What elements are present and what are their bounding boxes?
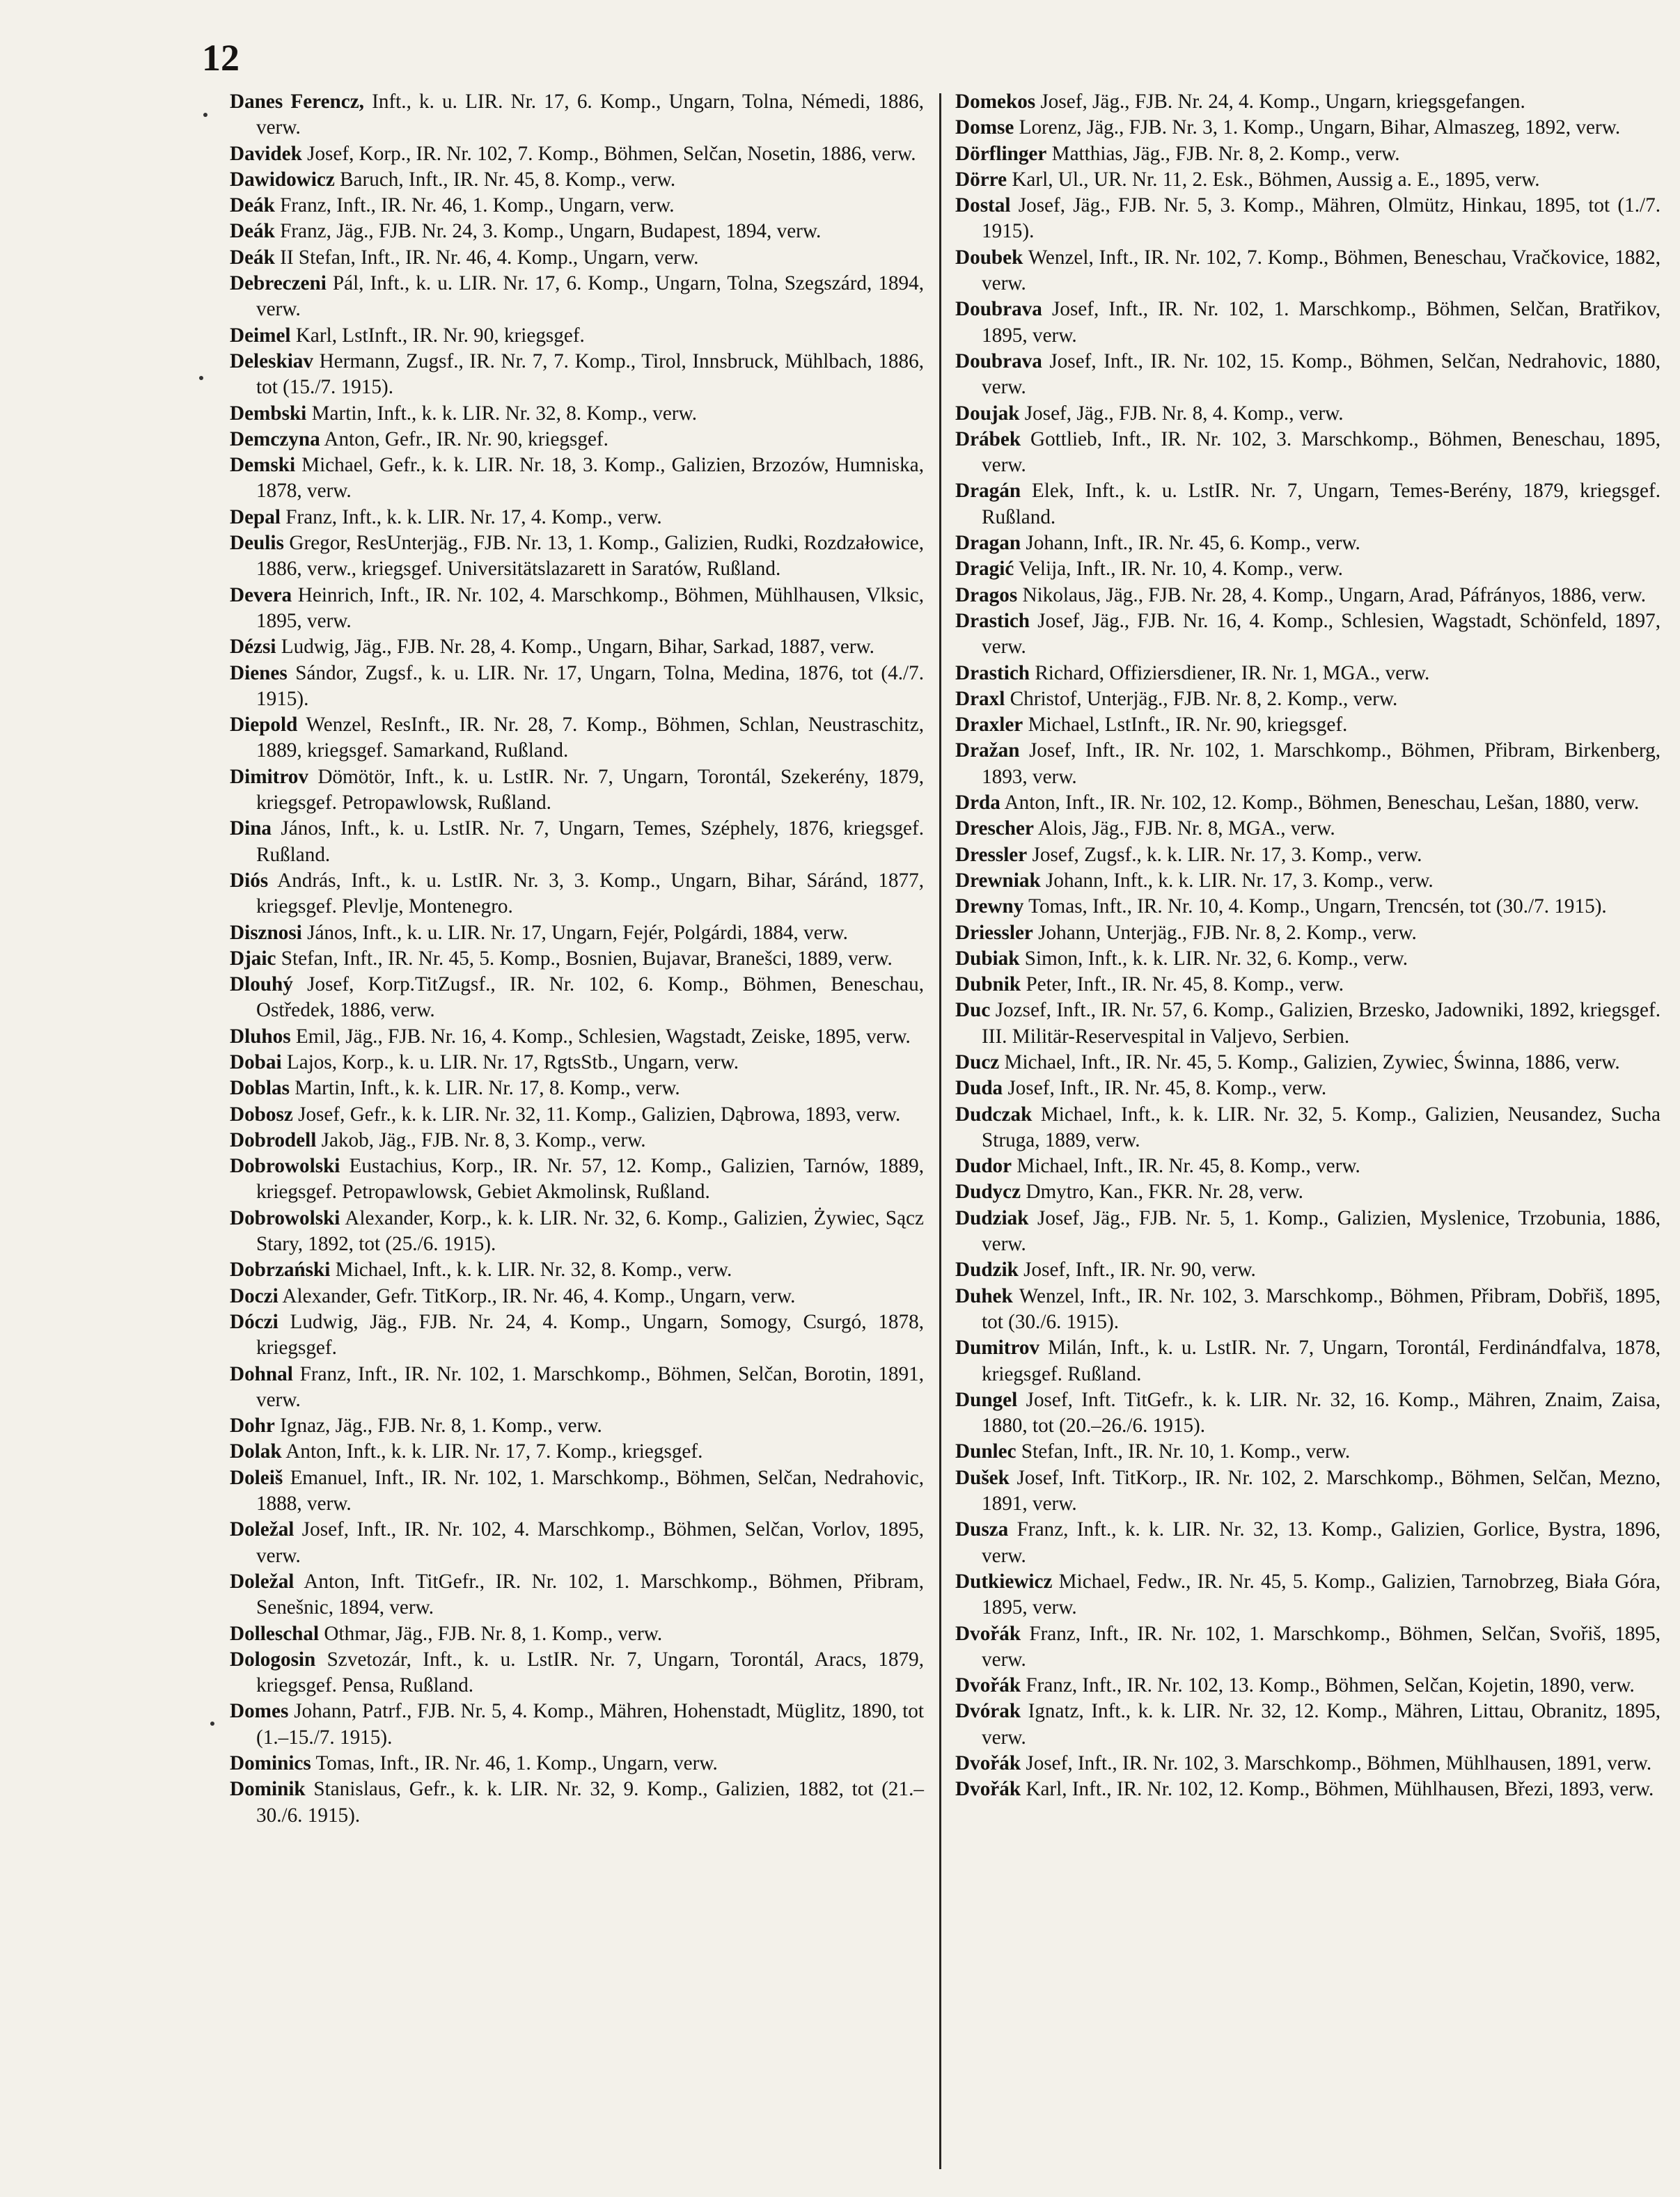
two-column-list [230,89,1661,2176]
entry-surname: Dostal [955,194,1011,217]
entry-surname: Dologosin [230,1648,316,1671]
entry-details: Josef, Jäg., FJB. Nr. 8, 4. Komp., verw. [1019,402,1344,425]
entry-details: Josef, Korp.TitZugsf., IR. Nr. 102, 6. Komp., Böhmen, Beneschau, Ostředek, 1886, verw. [256,973,925,1022]
entry-details: Alexander, Korp., k. k. LIR. Nr. 32, 6. Komp., Galizien, Żywiec, Sącz Stary, 1892, tot (25./6. 1915). [256,1206,925,1256]
list-entry [955,1153,1661,1179]
list-entry [230,530,924,583]
list-entry [230,427,924,452]
entry-surname: Drastich [955,661,1030,684]
entry-surname: Dvořák [955,1778,1021,1801]
entry-surname: Dolak [230,1440,282,1463]
list-entry [955,427,1661,479]
entry-details: Othmar, Jäg., FJB. Nr. 8, 1. Komp., verw. [319,1622,663,1645]
entry-surname: Dudycz [955,1181,1021,1204]
list-entry [230,167,924,193]
entry-surname: Dubnik [955,973,1021,996]
list-entry [955,842,1661,868]
entry-surname: Dobrodell [230,1128,317,1151]
margin-speck [210,1722,214,1726]
entry-surname: Deimel [230,324,291,347]
list-entry [955,894,1661,920]
entry-surname: Drewny [955,895,1024,918]
entry-surname: Dawidowicz [230,168,335,191]
list-entry [955,712,1661,738]
entry-details: Johann, Inft., IR. Nr. 45, 6. Komp., verw. [1021,532,1360,555]
list-entry [230,1153,924,1206]
entry-surname: Doleiš [230,1466,283,1489]
list-entry [955,1517,1661,1569]
entry-details: Peter, Inft., IR. Nr. 45, 8. Komp., verw. [1021,973,1344,996]
entry-surname: Doležal [230,1518,295,1541]
entry-details: Johann, Patrf., FJB. Nr. 5, 4. Komp., Mähren, Hohenstadt, Müglitz, 1890, tot (1.–15./7. 1915). [256,1700,925,1749]
list-entry [230,1439,924,1465]
entry-details: Josef, Inft., IR. Nr. 102, 4. Marschkomp., Böhmen, Selčan, Vorlov, 1895, verw. [256,1518,925,1567]
entry-surname: Dragan [955,532,1021,555]
entry-surname: Dungel [955,1388,1018,1411]
entry-surname: Doubek [955,246,1023,269]
list-entry [230,972,924,1024]
entry-surname: Dörflinger [955,142,1047,165]
entry-details: Dömötör, Inft., k. u. LstIR. Nr. 7, Ungarn, Torontál, Szekerény, 1879, kriegsgef. Petropawlowsk, Rußland. [256,765,925,814]
list-entry [955,868,1661,894]
entry-surname: Duhek [955,1284,1013,1307]
list-entry [955,583,1661,608]
entry-surname: Dembski [230,402,307,425]
list-entry [230,1076,924,1101]
entry-surname: Dominik [230,1778,306,1801]
entry-details: Baruch, Inft., IR. Nr. 45, 8. Komp., verw. [334,168,676,191]
list-entry [955,1206,1661,1258]
entry-surname: Dluhos [230,1025,291,1048]
left-column [230,89,939,2176]
list-entry [230,634,924,660]
entry-surname: Doubrava [955,349,1042,372]
entry-details: Heinrich, Inft., IR. Nr. 102, 4. Marschkomp., Böhmen, Mühlhausen, Vlksic, 1895, verw. [256,583,925,632]
entry-details: Josef, Jäg., FJB. Nr. 5, 3. Komp., Mähren, Olmütz, Hinkau, 1895, tot (1./7. 1915). [982,194,1661,243]
list-entry [230,920,924,946]
entry-surname: Dunlec [955,1440,1016,1463]
entry-details: Gottlieb, Inft., IR. Nr. 102, 3. Marschkomp., Böhmen, Beneschau, 1895, verw. [982,427,1661,477]
entry-details: János, Inft., k. u. LIR. Nr. 17, Ungarn, Fejér, Polgárdi, 1884, verw. [301,921,848,944]
entry-surname: Disznosi [230,921,302,944]
entry-details: Elek, Inft., k. u. LstIR. Nr. 7, Ungarn, Temes-Berény, 1879, kriegsgef. Rußland. [982,480,1661,528]
list-entry [955,1777,1661,1802]
list-entry [230,1413,924,1439]
entry-surname: Dolleschal [230,1622,320,1645]
list-entry [230,1309,924,1362]
entry-surname: Dušek [955,1466,1010,1489]
list-entry [230,946,924,972]
entry-details: Karl, LstInft., IR. Nr. 90, kriegsgef. [290,324,585,347]
list-entry [230,1206,924,1258]
list-entry [955,816,1661,842]
list-entry [230,401,924,427]
entry-surname: Dominics [230,1752,311,1774]
entry-details: Franz, Inft., k. k. LIR. Nr. 17, 4. Komp., verw. [280,505,662,528]
entry-details: Hermann, Zugsf., IR. Nr. 7, 7. Komp., Tirol, Innsbruck, Mühlbach, 1886, tot (15./7. 1915). [256,349,925,399]
list-entry [230,323,924,349]
list-entry [955,1179,1661,1205]
list-entry [955,972,1661,998]
list-entry [230,1024,924,1050]
list-entry [230,764,924,817]
entry-surname: Dressler [955,843,1028,866]
list-entry [955,478,1661,530]
entry-surname: Devera [230,583,292,606]
entry-details: Michael, LstInft., IR. Nr. 90, kriegsgef. [1023,714,1348,737]
entry-details: Stefan, Inft., IR. Nr. 45, 5. Komp., Bosnien, Bujavar, Branešci, 1889, verw. [276,947,893,970]
list-entry [230,1362,924,1414]
list-entry [955,349,1661,401]
entry-surname: Drastich [955,609,1030,632]
entry-details: Michael, Gefr., k. k. LIR. Nr. 18, 3. Komp., Galizien, Brzozów, Humniska, 1878, verw. [256,454,925,503]
entry-surname: Duc [955,999,991,1022]
entry-surname: Djaic [230,947,276,970]
entry-details: Dmytro, Kan., FKR. Nr. 28, verw. [1021,1181,1303,1204]
entry-details: Szvetozár, Inft., k. u. LstIR. Nr. 7, Ungarn, Torontál, Aracs, 1879, kriegsgef. Pensa, Rußland. [256,1648,925,1697]
list-entry [230,583,924,635]
list-entry [230,1128,924,1153]
entry-details: Michael, Inft., IR. Nr. 45, 8. Komp., verw. [1012,1155,1360,1178]
list-entry [955,1257,1661,1283]
list-entry [955,1621,1661,1674]
entry-details: Simon, Inft., k. k. LIR. Nr. 32, 6. Komp., verw. [1019,947,1408,970]
entry-surname: Deák [230,194,275,217]
list-entry [955,245,1661,297]
entry-surname: Dvořák [955,1674,1021,1697]
list-entry [230,245,924,271]
list-entry [955,1751,1661,1777]
entry-surname: Diepold [230,714,298,737]
list-entry [230,1517,924,1569]
entry-surname: Depal [230,505,281,528]
entry-details: Josef, Inft., IR. Nr. 102, 3. Marschkomp., Böhmen, Mühlhausen, 1891, verw. [1021,1752,1652,1774]
entry-details: Michael, Inft., IR. Nr. 45, 5. Komp., Galizien, Zywiec, Świnna, 1886, verw. [999,1050,1620,1073]
list-entry [955,167,1661,193]
entry-surname: Draxl [955,687,1005,710]
entry-surname: Domse [955,116,1014,139]
list-entry [955,1050,1661,1076]
entry-details: Ignaz, Jäg., FJB. Nr. 8, 1. Komp., verw. [274,1415,602,1438]
list-entry [230,1050,924,1076]
entry-surname: Diós [230,869,269,892]
list-entry [230,712,924,764]
list-entry [230,1257,924,1283]
list-entry [955,1284,1661,1336]
list-entry [230,219,924,244]
list-entry [230,1569,924,1621]
entry-details: Emanuel, Inft., IR. Nr. 102, 1. Marschkomp., Böhmen, Selčan, Nedrahovic, 1888, verw. [256,1466,925,1515]
entry-surname: Dörre [955,168,1007,191]
margin-speck [199,376,203,380]
entry-surname: Dimitrov [230,765,308,788]
list-entry [230,868,924,920]
entry-details: Jakob, Jäg., FJB. Nr. 8, 3. Komp., verw. [316,1128,646,1151]
entry-surname: Dobrzański [230,1259,331,1282]
entry-details: Inft., k. u. LIR. Nr. 17, 6. Komp., Ungarn, Tolna, Némedi, 1886, verw. [256,90,925,139]
list-entry [955,1439,1661,1465]
entry-details: Josef, Jäg., FJB. Nr. 16, 4. Komp., Schlesien, Wagstadt, Schönfeld, 1897, verw. [982,609,1661,659]
entry-surname: Drescher [955,817,1034,840]
right-column [941,89,1661,2176]
list-entry [955,297,1661,349]
entry-details: Josef, Inft. TitGefr., k. k. LIR. Nr. 32, 16. Komp., Mähren, Znaim, Zaisa, 1880, tot (20.–26./6. 1915). [982,1388,1661,1438]
list-entry [230,1699,924,1751]
entry-surname: Dina [230,817,272,840]
entry-details: Velija, Inft., IR. Nr. 10, 4. Komp., verw. [1014,558,1343,581]
entry-details: Anton, Inft., IR. Nr. 102, 12. Komp., Böhmen, Beneschau, Lešan, 1880, verw. [1000,792,1640,814]
entry-surname: Dragos [955,583,1018,606]
entry-details: János, Inft., k. u. LstIR. Nr. 7, Ungarn, Temes, Széphely, 1876, kriegsgef. Rußland. [256,817,925,866]
entry-surname: Deák [230,220,275,243]
entry-surname: Dudziak [955,1206,1029,1229]
list-entry [230,1777,924,1829]
entry-details: Josef, Inft. TitKorp., IR. Nr. 102, 2. Marschkomp., Böhmen, Selčan, Mezno, 1891, verw. [982,1466,1661,1515]
entry-details: Michael, Inft., k. k. LIR. Nr. 32, 8. Komp., verw. [330,1259,732,1282]
list-entry [955,1465,1661,1518]
entry-details: András, Inft., k. u. LstIR. Nr. 3, 3. Komp., Ungarn, Bihar, Sáránd, 1877, kriegsgef. Plevlje, Montenegro. [256,869,925,918]
list-entry [230,1647,924,1699]
list-entry [230,452,924,505]
entry-details: Lorenz, Jäg., FJB. Nr. 3, 1. Komp., Ungarn, Bihar, Almaszeg, 1892, verw. [1014,116,1621,139]
entry-details: Sándor, Zugsf., k. u. LIR. Nr. 17, Ungarn, Tolna, Medina, 1876, tot (4./7. 1915). [256,661,925,710]
entry-surname: Dobai [230,1050,282,1073]
entry-surname: Dudczak [955,1103,1033,1126]
list-entry [230,193,924,219]
entry-surname: Duda [955,1077,1003,1100]
list-entry [955,686,1661,712]
entry-surname: Driessler [955,921,1033,944]
entry-details: Karl, Inft., IR. Nr. 102, 12. Komp., Böhmen, Mühlhausen, Březi, 1893, verw. [1021,1778,1654,1801]
entry-surname: Deulis [230,532,284,555]
list-entry [230,661,924,713]
entry-details: Jozsef, Inft., IR. Nr. 57, 6. Komp., Galizien, Brzesko, Jadowniki, 1892, kriegsgef. III. Militär-Reservespital in Valjevo, Serbien. [982,999,1661,1048]
entry-surname: Drda [955,792,1000,814]
list-entry [230,816,924,868]
entry-details: Michael, Fedw., IR. Nr. 45, 5. Komp., Galizien, Tarnobrzeg, Biała Góra, 1895, verw. [982,1570,1661,1619]
entry-details: Josef, Jäg., FJB. Nr. 5, 1. Komp., Galizien, Myslenice, Trzobunia, 1886, verw. [982,1206,1661,1256]
entry-surname: Dragán [955,480,1021,503]
list-entry [955,1076,1661,1101]
entry-surname: Demski [230,454,296,477]
list-entry [955,946,1661,972]
entry-surname: Doblas [230,1077,290,1100]
entry-details: Karl, Ul., UR. Nr. 11, 2. Esk., Böhmen, Aussig a. E., 1895, verw. [1007,168,1540,191]
list-entry [955,115,1661,141]
entry-details: Nikolaus, Jäg., FJB. Nr. 28, 4. Komp., Ungarn, Arad, Páfrányos, 1886, verw. [1017,583,1647,606]
list-entry [230,1102,924,1128]
entry-details: Stefan, Inft., IR. Nr. 10, 1. Komp., verw. [1016,1440,1351,1463]
page-number: 12 [202,37,240,79]
entry-surname: Draxler [955,714,1023,737]
entry-surname: Doczi [230,1284,278,1307]
entry-details: Franz, Jäg., FJB. Nr. 24, 3. Komp., Ungarn, Budapest, 1894, verw. [274,220,822,243]
entry-details: Pál, Inft., k. u. LIR. Nr. 17, 6. Komp., Ungarn, Tolna, Szegszárd, 1894, verw. [256,272,925,321]
entry-surname: Dobrowolski [230,1155,340,1178]
entry-surname: Domekos [955,90,1036,113]
entry-surname: Demczyna [230,427,320,450]
entry-surname: Dvořák [955,1622,1021,1645]
list-entry [955,1102,1661,1154]
entry-details: Josef, Inft., IR. Nr. 45, 8. Komp., verw. [1003,1077,1327,1100]
list-entry [955,1699,1661,1751]
entry-surname: Deleskiav [230,349,313,372]
entry-details: Josef, Korp., IR. Nr. 102, 7. Komp., Böhmen, Selčan, Nosetin, 1886, verw. [301,142,916,165]
entry-details: Franz, Inft., IR. Nr. 46, 1. Komp., Ungarn, verw. [274,194,675,217]
entry-surname: Dobosz [230,1103,293,1126]
entry-details: Alois, Jäg., FJB. Nr. 8, MGA., verw. [1033,817,1335,840]
list-entry [955,738,1661,790]
entry-details: Josef, Inft., IR. Nr. 102, 15. Komp., Böhmen, Selčan, Nedrahovic, 1880, verw. [982,349,1661,399]
entry-details: Anton, Inft. TitGefr., IR. Nr. 102, 1. Marschkomp., Böhmen, Přibram, Senešnic, 1894, verw. [256,1570,925,1619]
entry-details: Josef, Zugsf., k. k. LIR. Nr. 17, 3. Komp., verw. [1027,843,1422,866]
entry-surname: Dumitrov [955,1337,1040,1360]
entry-surname: Doubrava [955,298,1042,321]
entry-surname: Danes Ferencz, [230,90,364,113]
entry-surname: Dražan [955,739,1020,762]
list-entry [230,1621,924,1647]
entry-surname: Drewniak [955,869,1041,892]
entry-details: Franz, Inft., IR. Nr. 102, 13. Komp., Böhmen, Selčan, Kojetin, 1890, verw. [1021,1674,1635,1697]
list-entry [955,998,1661,1050]
entry-surname: Dvořák [955,1752,1021,1774]
entry-surname: Dézsi [230,636,276,659]
entry-details: Franz, Inft., IR. Nr. 102, 1. Marschkomp., Böhmen, Selčan, Svořiš, 1895, verw. [982,1622,1661,1671]
list-entry [955,401,1661,427]
list-entry [955,556,1661,582]
list-entry [955,530,1661,556]
entry-details: Josef, Inft., IR. Nr. 102, 1. Marschkomp., Böhmen, Přibram, Birkenberg, 1893, verw. [982,739,1661,788]
entry-details: Christof, Unterjäg., FJB. Nr. 8, 2. Komp., verw. [1005,687,1398,710]
entry-surname: Dutkiewicz [955,1570,1053,1593]
entry-details: Ludwig, Jäg., FJB. Nr. 24, 4. Komp., Ungarn, Somogy, Csurgó, 1878, kriegsgef. [256,1310,925,1360]
list-entry [955,1569,1661,1621]
entry-details: Martin, Inft., k. k. LIR. Nr. 17, 8. Komp., verw. [289,1077,680,1100]
entry-details: Franz, Inft., k. k. LIR. Nr. 32, 13. Komp., Galizien, Gorlice, Bystra, 1896, verw. [982,1518,1661,1567]
entry-details: Wenzel, Inft., IR. Nr. 102, 3. Marschkomp., Böhmen, Přibram, Dobřiš, 1895, tot (30./6. 1915). [982,1284,1661,1333]
entry-surname: Dragić [955,558,1014,581]
entry-surname: Dohnal [230,1362,293,1385]
list-entry [230,271,924,323]
entry-surname: Dlouhý [230,973,293,996]
entry-surname: Dusza [955,1518,1009,1541]
entry-details: Gregor, ResUnterjäg., FJB. Nr. 13, 1. Komp., Galizien, Rudki, Rozdzałowice, 1886, verw., kriegsgef. Universitätslazarett in Saratów, Rußland. [256,532,925,581]
entry-details: Martin, Inft., k. k. LIR. Nr. 32, 8. Komp., verw. [306,402,697,425]
entry-details: Stanislaus, Gefr., k. k. LIR. Nr. 32, 9. Komp., Galizien, 1882, tot (21.–30./6. 1915). [256,1778,925,1827]
list-entry [955,790,1661,816]
entry-details: Johann, Unterjäg., FJB. Nr. 8, 2. Komp., verw. [1033,921,1417,944]
list-entry [230,349,924,401]
entry-surname: Dudor [955,1155,1012,1178]
entry-surname: Dienes [230,661,288,684]
margin-speck [203,113,207,117]
entry-details: Ludwig, Jäg., FJB. Nr. 28, 4. Komp., Ungarn, Bihar, Sarkad, 1887, verw. [276,636,874,659]
entry-details: Wenzel, Inft., IR. Nr. 102, 7. Komp., Böhmen, Beneschau, Vračkovice, 1882, verw. [982,246,1661,295]
list-entry [955,1387,1661,1440]
entry-details: Josef, Jäg., FJB. Nr. 24, 4. Komp., Ungarn, kriegsgefangen. [1035,90,1525,113]
list-entry [955,141,1661,167]
entry-details: Anton, Gefr., IR. Nr. 90, kriegsgef. [320,427,609,450]
entry-surname: Dobrowolski [230,1206,340,1229]
entry-details: Josef, Inft., IR. Nr. 102, 1. Marschkomp., Böhmen, Selčan, Bratřikov, 1895, verw. [982,298,1661,347]
list-entry [230,89,924,141]
list-entry [230,505,924,530]
list-entry [955,1335,1661,1387]
entry-details: Josef, Gefr., k. k. LIR. Nr. 32, 11. Komp., Galizien, Dąbrowa, 1893, verw. [292,1103,901,1126]
entry-surname: Davidek [230,142,302,165]
entry-surname: Deák [230,246,275,269]
entry-surname: Doležal [230,1570,295,1593]
list-entry [955,193,1661,245]
entry-details: Alexander, Gefr. TitKorp., IR. Nr. 46, 4. Komp., Ungarn, verw. [278,1284,796,1307]
list-entry [955,661,1661,686]
list-entry [955,1673,1661,1699]
entry-surname: Dubiak [955,947,1020,970]
entry-details: Matthias, Jäg., FJB. Nr. 8, 2. Komp., verw. [1046,142,1400,165]
entry-surname: Dvórak [955,1700,1021,1723]
entry-details: Johann, Inft., k. k. LIR. Nr. 17, 3. Komp., verw. [1040,869,1434,892]
entry-surname: Dudzik [955,1259,1019,1282]
entry-surname: Doujak [955,402,1020,425]
list-entry [230,141,924,167]
entry-details: Michael, Inft., k. k. LIR. Nr. 32, 5. Komp., Galizien, Neusandez, Sucha Struga, 1889, verw. [982,1103,1661,1151]
entry-details: Ignatz, Inft., k. k. LIR. Nr. 32, 12. Komp., Mähren, Littau, Obranitz, 1895, verw. [982,1700,1661,1749]
entry-details: Lajos, Korp., k. u. LIR. Nr. 17, RgtsStb., Ungarn, verw. [281,1050,739,1073]
entry-details: Richard, Offiziersdiener, IR. Nr. 1, MGA., verw. [1030,661,1430,684]
entry-surname: Dóczi [230,1310,278,1333]
entry-details: Emil, Jäg., FJB. Nr. 16, 4. Komp., Schlesien, Wagstadt, Zeiske, 1895, verw. [290,1025,911,1048]
entry-details: Wenzel, ResInft., IR. Nr. 28, 7. Komp., Böhmen, Schlan, Neustraschitz, 1889, kriegsgef. Samarkand, Rußland. [256,714,925,762]
entry-surname: Dohr [230,1415,275,1438]
entry-details: Franz, Inft., IR. Nr. 102, 1. Marschkomp., Böhmen, Selčan, Borotin, 1891, verw. [256,1362,925,1411]
entry-details: Tomas, Inft., IR. Nr. 10, 4. Komp., Ungarn, Trencsén, tot (30./7. 1915). [1023,895,1607,918]
list-entry [230,1465,924,1518]
entry-details: II Stefan, Inft., IR. Nr. 46, 4. Komp., Ungarn, verw. [274,246,699,269]
entry-details: Milán, Inft., k. u. LstIR. Nr. 7, Ungarn, Torontál, Ferdinándfalva, 1878, kriegsgef. Rußland. [982,1337,1661,1385]
entry-surname: Drábek [955,427,1021,450]
list-entry [230,1751,924,1777]
entry-details: Josef, Inft., IR. Nr. 90, verw. [1018,1259,1256,1282]
entry-details: Eustachius, Korp., IR. Nr. 57, 12. Komp., Galizien, Tarnów, 1889, kriegsgef. Petropawlowsk, Gebiet Akmolinsk, Rußland. [256,1155,925,1204]
entry-details: Anton, Inft., k. k. LIR. Nr. 17, 7. Komp., kriegsgef. [281,1440,703,1463]
list-entry [955,89,1661,115]
list-entry [955,920,1661,946]
entry-surname: Debreczeni [230,272,327,295]
list-entry [955,608,1661,661]
entry-surname: Ducz [955,1050,1000,1073]
entry-surname: Domes [230,1700,289,1723]
list-entry [230,1284,924,1309]
entry-details: Tomas, Inft., IR. Nr. 46, 1. Komp., Ungarn, verw. [311,1752,718,1774]
